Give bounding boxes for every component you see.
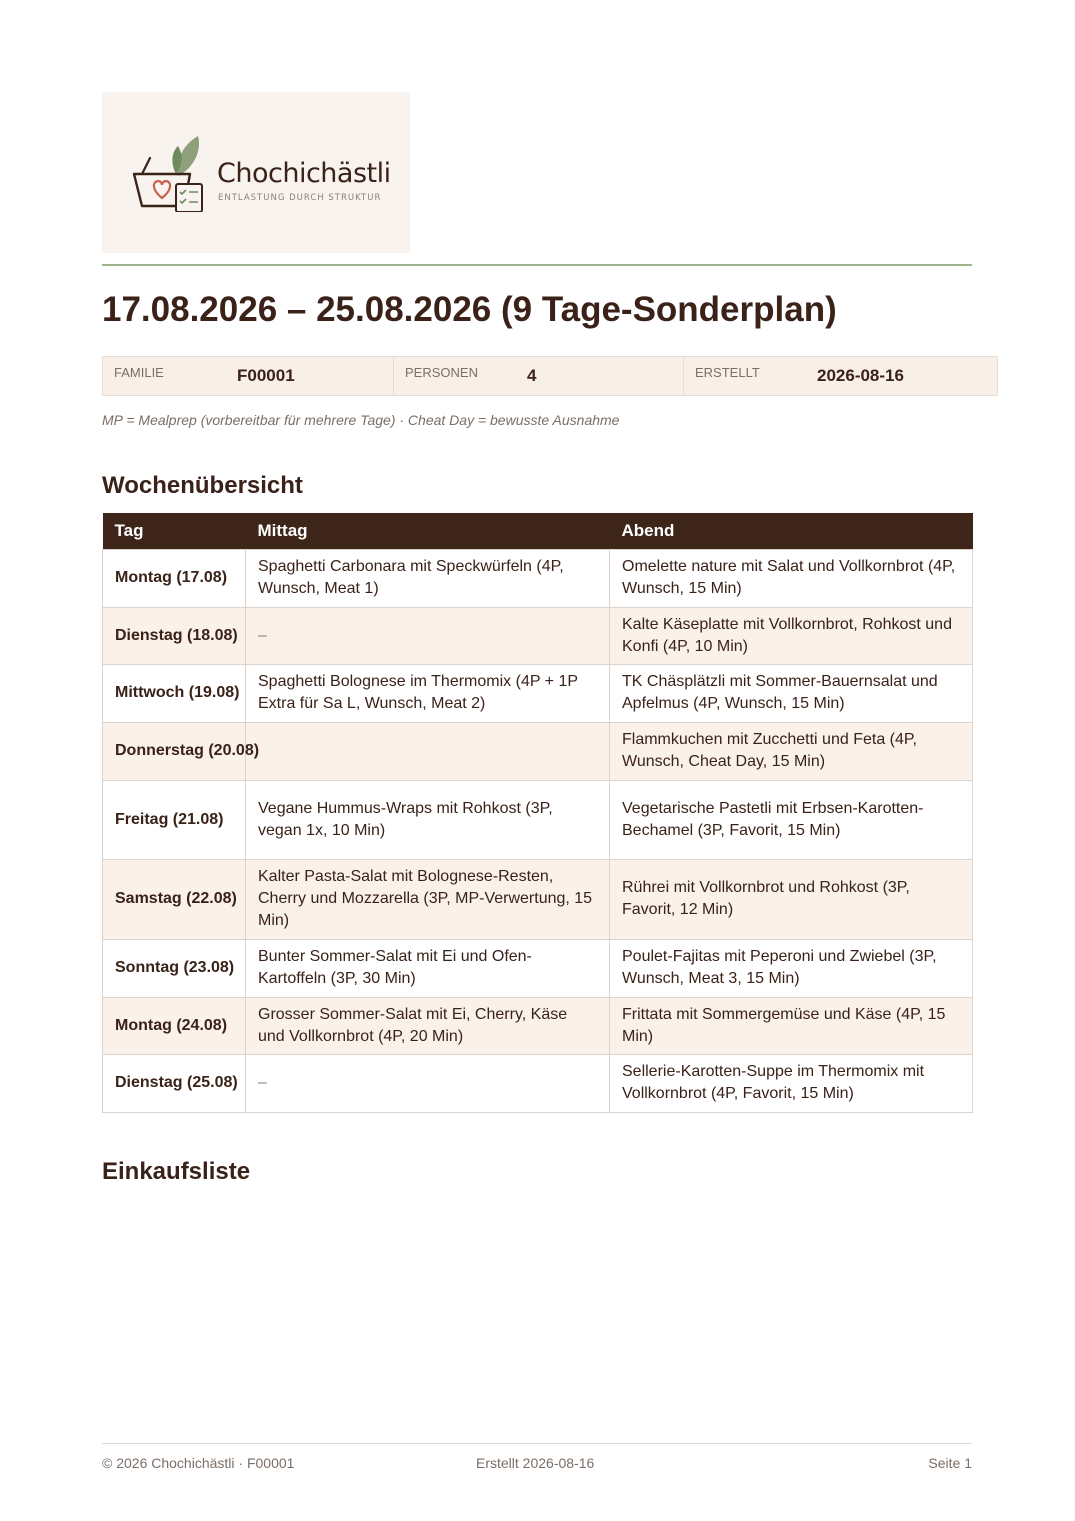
meta-bar: [102, 356, 998, 396]
lunch-cell: –: [246, 607, 610, 664]
brand-name: Chochichästli: [217, 158, 391, 189]
table-row: [103, 549, 973, 607]
page-title: 17.08.2026 – 25.08.2026 (9 Tage-Sonderplan): [102, 290, 837, 329]
lunch-cell: Kalter Pasta-Salat mit Bolognese-Resten, Cherry und Mozzarella (3P, MP-Verwertung, 15 Min): [246, 859, 610, 939]
day-cell: Samstag (22.08): [103, 859, 246, 939]
column-header-abend: Abend: [610, 513, 973, 549]
day-cell: Donnerstag (20.08): [103, 722, 246, 780]
lunch-cell: Vegane Hummus-Wraps mit Rohkost (3P, vegan 1x, 10 Min): [246, 780, 610, 859]
dinner-cell: TK Chäsplätzli mit Sommer-Bauernsalat und Apfelmus (4P, Wunsch, 15 Min): [610, 664, 973, 722]
lunch-cell: [246, 722, 610, 780]
footer-copyright: © 2026 Chochichästli · F00001: [102, 1455, 295, 1471]
brand-tagline: ENTLASTUNG DURCH STRUKTUR: [218, 193, 382, 203]
meal-plan-table: [102, 513, 973, 1113]
lunch-cell: Spaghetti Carbonara mit Speckwürfeln (4P, Wunsch, Meat 1): [246, 549, 610, 607]
table-row: [103, 997, 973, 1054]
meta-erstellt-label: ERSTELLT: [695, 365, 760, 380]
table-row: [103, 722, 973, 780]
meta-erstellt-value: 2026-08-16: [817, 366, 904, 385]
table-row: [103, 939, 973, 997]
lunch-cell: Spaghetti Bolognese im Thermomix (4P + 1P Extra für Sa L, Wunsch, Meat 2): [246, 664, 610, 722]
lunch-cell: Grosser Sommer-Salat mit Ei, Cherry, Käse und Vollkornbrot (4P, 20 Min): [246, 997, 610, 1054]
meta-familie: [103, 357, 393, 395]
footer-page-number: Seite 1: [928, 1455, 972, 1471]
dinner-cell: Poulet-Fajitas mit Peperoni und Zwiebel (3P, Wunsch, Meat 3, 15 Min): [610, 939, 973, 997]
lunch-cell: –: [246, 1054, 610, 1112]
table-row: [103, 780, 973, 859]
legend-note: MP = Mealprep (vorbereitbar für mehrere Tage) · Cheat Day = bewusste Ausnahme: [102, 412, 620, 428]
dinner-cell: Frittata mit Sommergemüse und Käse (4P, 15 Min): [610, 997, 973, 1054]
day-cell: Montag (24.08): [103, 997, 246, 1054]
table-row: [103, 607, 973, 664]
dinner-cell: Sellerie-Karotten-Suppe im Thermomix mit Vollkornbrot (4P, Favorit, 15 Min): [610, 1054, 973, 1112]
meta-personen-label: PERSONEN: [405, 365, 478, 380]
meta-familie-label: FAMILIE: [114, 365, 164, 380]
footer-created: Erstellt 2026-08-16: [476, 1455, 595, 1471]
day-cell: Montag (17.08): [103, 549, 246, 607]
dinner-cell: Rührei mit Vollkornbrot und Rohkost (3P, Favorit, 12 Min): [610, 859, 973, 939]
section-heading-shopping: Einkaufsliste: [102, 1158, 251, 1185]
day-cell: Sonntag (23.08): [103, 939, 246, 997]
meta-personen: [393, 357, 684, 395]
column-header-tag: Tag: [103, 513, 246, 549]
day-cell: Freitag (21.08): [103, 780, 246, 859]
table-row: [103, 664, 973, 722]
lunch-cell: Bunter Sommer-Salat mit Ei und Ofen-Kartoffeln (3P, 30 Min): [246, 939, 610, 997]
dinner-cell: Flammkuchen mit Zucchetti und Feta (4P, Wunsch, Cheat Day, 15 Min): [610, 722, 973, 780]
meta-erstellt: [683, 357, 998, 395]
day-cell: Dienstag (18.08): [103, 607, 246, 664]
table-row: [103, 1054, 973, 1112]
day-cell: Dienstag (25.08): [103, 1054, 246, 1112]
meta-personen-value: 4: [527, 366, 537, 385]
header-divider: [102, 264, 972, 266]
column-header-mittag: Mittag: [246, 513, 610, 549]
table-row: [103, 859, 973, 939]
section-heading-overview: Wochenübersicht: [102, 472, 303, 499]
dinner-cell: Vegetarische Pastetli mit Erbsen-Karotten-Bechamel (3P, Favorit, 15 Min): [610, 780, 973, 859]
meta-familie-value: F00001: [237, 366, 295, 385]
footer-divider: [102, 1443, 972, 1444]
dinner-cell: Kalte Käseplatte mit Vollkornbrot, Rohkost und Konfi (4P, 10 Min): [610, 607, 973, 664]
day-cell: Mittwoch (19.08): [103, 664, 246, 722]
basket-heart-checklist-icon: [132, 128, 212, 212]
logo-panel: [102, 92, 410, 253]
dinner-cell: Omelette nature mit Salat und Vollkornbrot (4P, Wunsch, 15 Min): [610, 549, 973, 607]
table-header-row: [103, 513, 973, 549]
